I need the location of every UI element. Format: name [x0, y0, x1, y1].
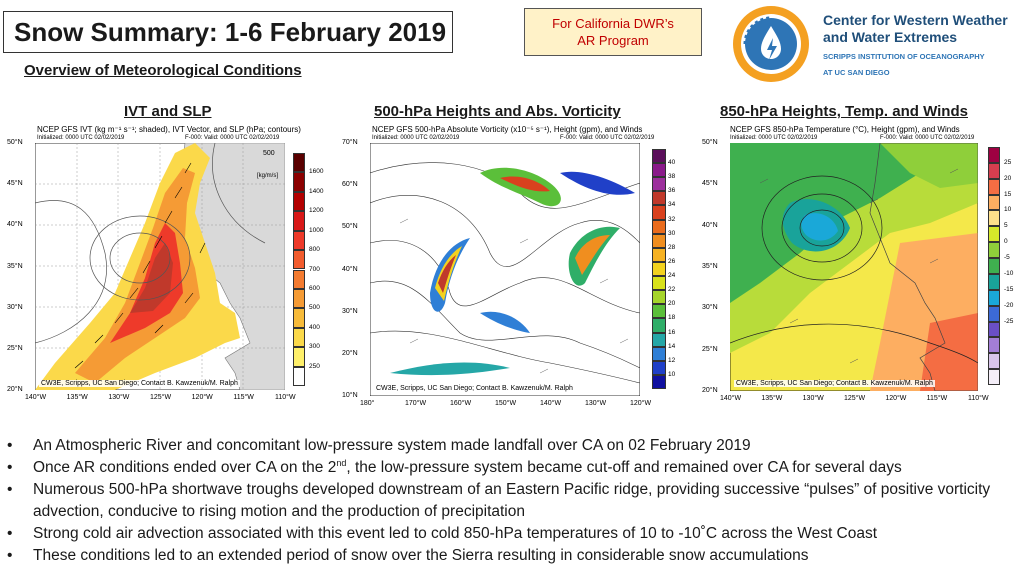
colorbar-label: 25 — [1004, 158, 1012, 166]
bullet-item: • Strong cold air advection associated with this event led to cold 850-hPa temperatures of 10 to -10˚C across the West Coast — [7, 523, 1017, 545]
colorbar-label: 300 — [309, 343, 320, 351]
lat-tick-label: 20°N — [7, 386, 23, 393]
temp850-map — [690, 123, 1018, 415]
colorbar-label: -25 — [1004, 317, 1014, 325]
lat-tick-label: 20°N — [342, 349, 358, 357]
colorbar-segment — [652, 375, 666, 389]
colorbar-label: 24 — [668, 272, 676, 280]
colorbar-segment — [293, 308, 305, 327]
colorbar-label: -20 — [1004, 301, 1014, 309]
colorbar-segment — [652, 318, 666, 332]
lon-tick-label: 125°W — [150, 394, 172, 401]
lon-tick-label: 140°W — [540, 400, 562, 407]
lon-tick-label: 130°W — [802, 395, 824, 402]
lon-tick-label: 130°W — [585, 400, 607, 407]
lat-tick-label: 50°N — [702, 139, 718, 146]
slide-subtitle: Overview of Meteorological Conditions — [24, 62, 302, 79]
program-note — [524, 8, 702, 56]
colorbar-segment — [652, 361, 666, 375]
t850-colorbar — [988, 147, 1014, 385]
panel-title-vorticity: 500-hPa Heights and Abs. Vorticity — [374, 103, 621, 120]
ivt-credit: CW3E, Scripps, UC San Diego; Contact B. Kawzenuk/M. Ralph — [41, 380, 238, 387]
colorbar-segment — [652, 262, 666, 276]
colorbar-segment — [293, 328, 305, 347]
colorbar-label: 1400 — [309, 187, 324, 195]
lat-tick-label: 25°N — [702, 345, 718, 353]
colorbar-label: 20 — [1004, 174, 1012, 182]
colorbar-label: 26 — [668, 257, 676, 265]
program-note-line2: AR Program — [577, 33, 649, 48]
colorbar-label: 36 — [668, 187, 676, 195]
lat-tick-label: 40°N — [7, 221, 23, 229]
vorticity-map — [340, 123, 680, 415]
lon-tick-label: 135°W — [761, 395, 783, 402]
colorbar-label: 10 — [1004, 206, 1012, 214]
colorbar-segment — [652, 248, 666, 262]
colorbar-label: 22 — [668, 286, 676, 294]
colorbar-segment — [988, 210, 1000, 226]
panel-title-ivt: IVT and SLP — [124, 103, 212, 120]
colorbar-segment — [652, 205, 666, 219]
lat-tick-label: 30°N — [342, 307, 358, 315]
colorbar-label: 12 — [668, 356, 676, 364]
colorbar-segment — [293, 153, 305, 172]
lat-tick-label: 40°N — [342, 265, 358, 273]
bullet-item: • Once AR conditions ended over CA on the 2nd, the low-pressure system became cut-off and remained over CA for several days — [7, 457, 1017, 479]
lon-tick-label: 115°W — [233, 394, 254, 401]
colorbar-label: 600 — [309, 284, 320, 292]
logo-name-line1: Center for Western Weather — [823, 12, 1008, 28]
colorbar-segment — [652, 304, 666, 318]
colorbar-segment — [293, 211, 305, 230]
colorbar-label: 30 — [668, 229, 676, 237]
colorbar-segment — [988, 353, 1000, 369]
lon-tick-label: 180° — [360, 400, 375, 407]
colorbar-label: -10 — [1004, 269, 1014, 277]
bullet-item: • Numerous 500-hPa shortwave troughs developed downstream of an Eastern Pacific ridge, providing successive “pulses” of positive vorticity advection, conducive to rising motion and the production of precipitation — [7, 479, 1017, 523]
colorbar-label: 38 — [668, 173, 676, 181]
lon-tick-label: 115°W — [926, 395, 948, 402]
lon-tick-label: 110°W — [968, 395, 989, 402]
colorbar-segment — [293, 231, 305, 250]
ivt-map-valid: F-000: Valid: 0000 UTC 02/02/2019 — [185, 135, 280, 141]
t850-credit: CW3E, Scripps, UC San Diego; Contact B. Kawzenuk/M. Ralph — [736, 380, 933, 387]
logo-inst-line2: AT UC SAN DIEGO — [823, 68, 890, 77]
vort-map-plot — [370, 143, 640, 396]
cw3e-logo — [731, 4, 1017, 86]
ivt-map-header: NCEP GFS IVT (kg m⁻¹ s⁻¹; shaded), IVT Vector, and SLP (hPa; contours) — [37, 125, 301, 134]
bullet-item: • An Atmospheric River and concomitant low-pressure system made landfall over CA on 02 February 2019 — [7, 435, 1017, 457]
colorbar-label: 1000 — [309, 226, 324, 234]
vort-map-init: Initialized: 0000 UTC 02/02/2019 — [372, 135, 460, 141]
colorbar-label: 16 — [668, 328, 676, 336]
lon-tick-label: 130°W — [108, 394, 130, 401]
colorbar-segment — [988, 226, 1000, 242]
colorbar-segment — [988, 337, 1000, 353]
colorbar-label: 10 — [668, 370, 676, 378]
ivt-vector-unit: [kg/m/s] — [257, 173, 279, 179]
colorbar-segment — [988, 322, 1000, 338]
colorbar-segment — [652, 347, 666, 361]
ivt-map-plot — [35, 143, 285, 390]
lon-tick-label: 120°W — [630, 400, 652, 407]
colorbar-label: -5 — [1004, 254, 1010, 262]
colorbar-label: 0 — [1004, 238, 1008, 246]
t850-map-plot — [730, 143, 978, 391]
colorbar-label: 1200 — [309, 207, 324, 215]
colorbar-segment — [652, 220, 666, 234]
colorbar-segment — [988, 306, 1000, 322]
lon-tick-label: 125°W — [844, 395, 866, 402]
lat-tick-label: 45°N — [7, 180, 23, 188]
colorbar-segment — [652, 290, 666, 304]
colorbar-segment — [988, 179, 1000, 195]
bullet-list — [7, 435, 1017, 567]
ivt-map-init: Initialized: 0000 UTC 02/02/2019 — [37, 135, 125, 141]
lon-tick-label: 120°W — [191, 394, 213, 401]
vort-map-header: NCEP GFS 500-hPa Absolute Vorticity (x10⁻⁵ s⁻¹), Height (gpm), and Winds — [372, 125, 643, 134]
lat-tick-label: 30°N — [702, 304, 718, 312]
colorbar-segment — [988, 274, 1000, 290]
lon-tick-label: 150°W — [495, 400, 517, 407]
colorbar-label: 20 — [668, 300, 676, 308]
t850-map-valid: F-000: Valid: 0000 UTC 02/02/2019 — [880, 135, 975, 141]
colorbar-label: 700 — [309, 265, 320, 273]
lat-tick-label: 35°N — [702, 263, 718, 270]
colorbar-segment — [652, 276, 666, 290]
lon-tick-label: 120°W — [885, 395, 907, 402]
vort-credit: CW3E, Scripps, UC San Diego; Contact B. Kawzenuk/M. Ralph — [376, 385, 573, 392]
ivt-map — [5, 123, 330, 415]
colorbar-label: 500 — [309, 304, 320, 312]
colorbar-label: 800 — [309, 246, 320, 254]
lat-tick-label: 20°N — [702, 387, 718, 394]
colorbar-segment — [652, 177, 666, 191]
lon-tick-label: 140°W — [25, 394, 47, 401]
colorbar-label: 18 — [668, 314, 676, 322]
cw3e-emblem-icon — [731, 4, 811, 84]
colorbar-segment — [293, 289, 305, 308]
lon-tick-label: 170°W — [405, 400, 427, 407]
vort-map-valid: F-000: Valid: 0000 UTC 02/02/2019 — [560, 135, 655, 141]
colorbar-segment — [293, 250, 305, 269]
colorbar-segment — [293, 192, 305, 211]
lat-tick-label: 25°N — [7, 344, 23, 352]
colorbar-segment — [293, 270, 305, 289]
colorbar-segment — [652, 191, 666, 205]
colorbar-segment — [988, 290, 1000, 306]
colorbar-label: 400 — [309, 323, 320, 331]
t850-map-header: NCEP GFS 850-hPa Temperature (°C), Height (gpm), and Winds — [730, 125, 960, 134]
colorbar-label: 28 — [668, 243, 676, 251]
vort-colorbar — [652, 149, 676, 389]
colorbar-segment — [988, 258, 1000, 274]
colorbar-segment — [988, 242, 1000, 258]
lat-tick-label: 10°N — [342, 392, 358, 399]
colorbar-segment — [652, 163, 666, 177]
colorbar-label: 32 — [668, 215, 676, 223]
colorbar-label: 14 — [668, 342, 676, 350]
colorbar-label: -15 — [1004, 285, 1014, 293]
ivt-colorbar — [293, 153, 324, 386]
colorbar-segment — [988, 195, 1000, 211]
colorbar-segment — [988, 369, 1000, 385]
colorbar-segment — [652, 149, 666, 163]
t850-map-init: Initialized: 0000 UTC 02/02/2019 — [730, 135, 818, 141]
colorbar-label: 1600 — [309, 168, 324, 176]
colorbar-segment — [293, 367, 305, 386]
slide-title: Snow Summary: 1-6 February 2019 — [14, 16, 447, 47]
colorbar-segment — [988, 147, 1000, 163]
colorbar-label: 34 — [668, 201, 676, 209]
panel-title-850hpa: 850-hPa Heights, Temp. and Winds — [720, 103, 968, 120]
lon-tick-label: 140°W — [720, 395, 742, 402]
colorbar-segment — [988, 163, 1000, 179]
lon-tick-label: 160°W — [450, 400, 472, 407]
colorbar-label: 5 — [1004, 222, 1008, 230]
colorbar-segment — [293, 347, 305, 366]
logo-name-line2: and Water Extremes — [823, 29, 958, 45]
lat-tick-label: 50°N — [7, 139, 23, 146]
lat-tick-label: 35°N — [7, 262, 23, 270]
colorbar-label: 15 — [1004, 190, 1012, 198]
lon-tick-label: 110°W — [275, 394, 296, 401]
colorbar-label: 250 — [309, 362, 320, 370]
lat-tick-label: 60°N — [342, 181, 358, 189]
title-box — [3, 11, 453, 53]
lat-tick-label: 70°N — [342, 139, 358, 146]
colorbar-segment — [652, 333, 666, 347]
colorbar-segment — [293, 172, 305, 191]
lat-tick-label: 50°N — [342, 223, 358, 231]
lat-tick-label: 40°N — [702, 221, 718, 229]
colorbar-label: 40 — [668, 159, 676, 167]
ivt-vector-ref: 500 — [263, 150, 275, 157]
lon-tick-label: 135°W — [66, 394, 88, 401]
bullet-item: • These conditions led to an extended period of snow over the Sierra resulting in considerable snow accumulations — [7, 545, 1017, 567]
lat-tick-label: 30°N — [7, 303, 23, 311]
logo-inst-line1: SCRIPPS INSTITUTION OF OCEANOGRAPHY — [823, 52, 985, 61]
lat-tick-label: 45°N — [702, 180, 718, 188]
colorbar-segment — [652, 234, 666, 248]
program-note-line1: For California DWR’s — [552, 16, 674, 31]
